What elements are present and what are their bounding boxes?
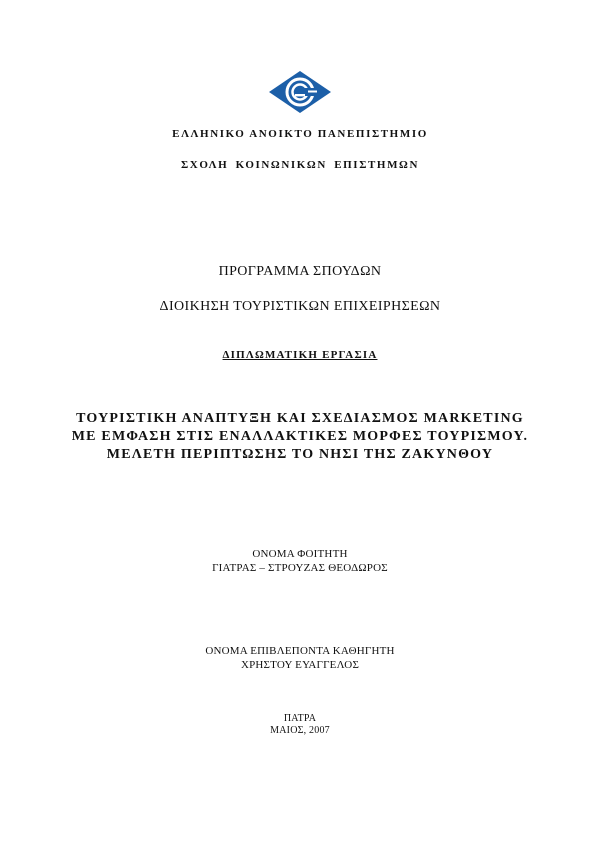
university-name: ΕΛΛΗΝΙΚΟ ΑΝΟΙΚΤΟ ΠΑΝΕΠΙΣΤΗΜΙΟ	[172, 128, 428, 140]
thesis-title	[0, 410, 600, 464]
student-name: ΓΙΑΤΡΑΣ – ΣΤΡΟΥΖΑΣ ΘΕΟΔΩΡΟΣ	[212, 562, 388, 574]
logo-bar	[295, 94, 305, 96]
supervisor-label: ΟΝΟΜΑ ΕΠΙΒΛΕΠΟΝΤΑ ΚΑΘΗΓΗΤΗ	[205, 645, 395, 657]
department-name: ΔΙΟΙΚΗΣΗ ΤΟΥΡΙΣΤΙΚΩΝ ΕΠΙΧΕΙΡΗΣΕΩΝ	[159, 299, 441, 314]
supervisor-name: ΧΡΗΣΤΟΥ ΕΥΑΓΓΕΛΟΣ	[240, 659, 360, 671]
school-name: ΣΧΟΛΗ ΚΟΙΝΩΝΙΚΩΝ ΕΠΙΣΤΗΜΩΝ	[180, 159, 420, 171]
date: ΜΑΙΟΣ, 2007	[270, 725, 330, 736]
logo-stroke	[308, 91, 317, 93]
university-logo-icon	[268, 70, 332, 114]
student-label: ΟΝΟΜΑ ΦΟΙΤΗΤΗ	[252, 548, 348, 560]
city: ΠΑΤΡΑ	[283, 713, 317, 724]
document-type-heading: ΔΙΠΛΩΜΑΤΙΚΗ ΕΡΓΑΣΙΑ	[222, 349, 378, 361]
logo-diamond	[269, 71, 331, 113]
thesis-title-line: ΤΟΥΡΙΣΤΙΚΗ ΑΝΑΠΤΥΞΗ ΚΑΙ ΣΧΕΔΙΑΣΜΟΣ MARKETING	[76, 411, 524, 426]
thesis-title-line: ΜΕΛΕΤΗ ΠΕΡΙΠΤΩΣΗΣ ΤΟ ΝΗΣΙ ΤΗΣ ΖΑΚΥΝΘΟΥ	[106, 447, 494, 462]
thesis-title-line: ΜΕ ΕΜΦΑΣΗ ΣΤΙΣ ΕΝΑΛΛΑΚΤΙΚΕΣ ΜΟΡΦΕΣ ΤΟΥΡΙΣΜΟΥ.	[71, 429, 529, 444]
program-name: ΠΡΟΓΡΑΜΜΑ ΣΠΟΥΔΩΝ	[218, 264, 382, 279]
